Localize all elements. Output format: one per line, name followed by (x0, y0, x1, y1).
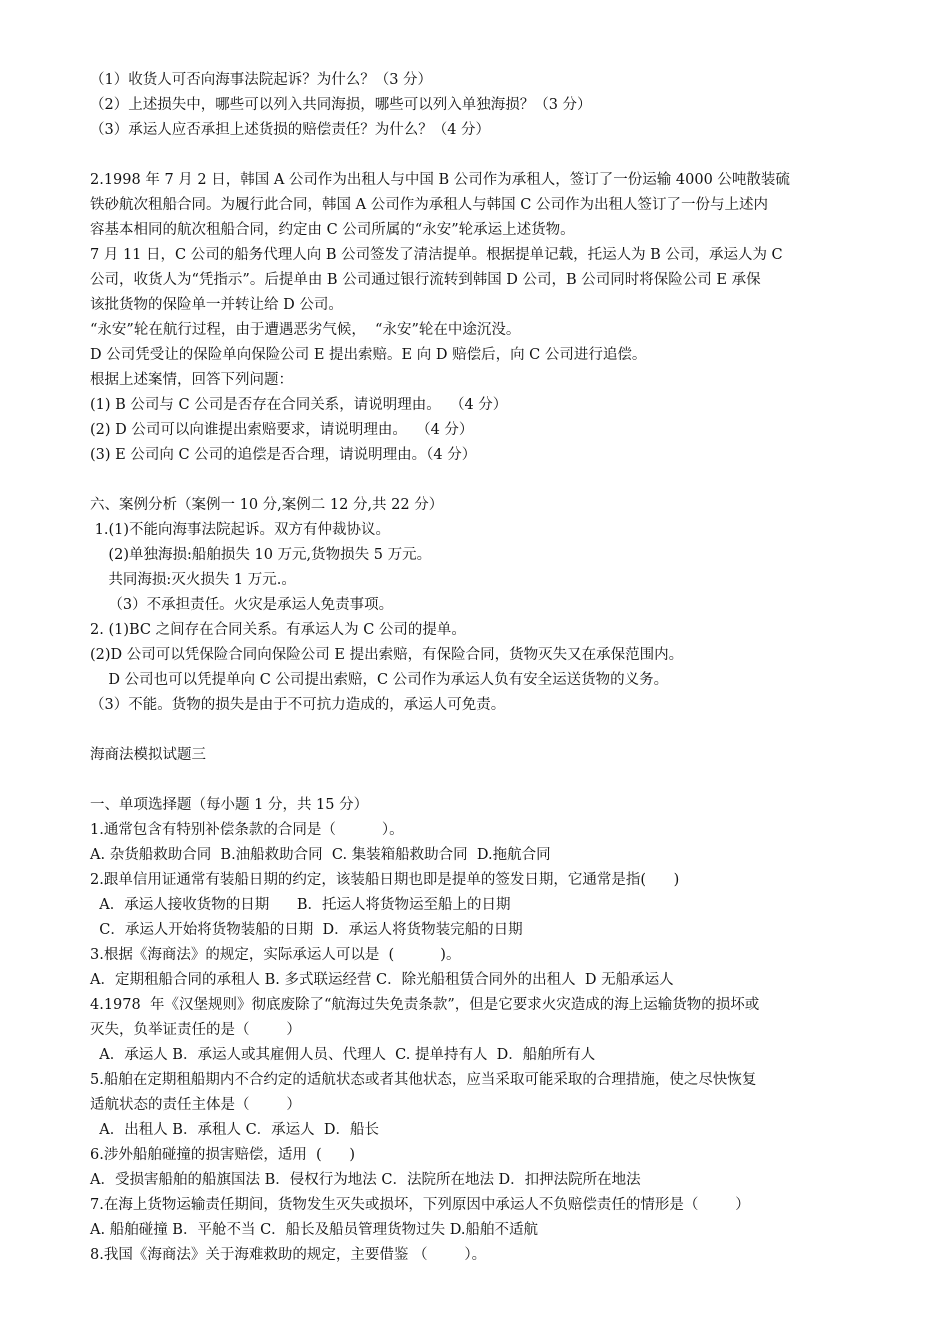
case-line: “永安”轮在航行过程，由于遭遇恶劣气候， “永安”轮在中途沉没。 (90, 322, 521, 338)
case-line: 7 月 11 日，C 公司的船务代理人向 B 公司签发了清洁提单。根据提单记载，托运人为 B 公司，承运人为 C (90, 247, 783, 263)
exam-line: 1.通常包含有特别补偿条款的合同是（ ）。 (90, 822, 404, 838)
questions-part1 (90, 68, 870, 143)
question-line: （1）收货人可否向海事法院起诉？为什么？（3 分） (90, 72, 433, 88)
answer-line: 六、案例分析（案例一 10 分,案例二 12 分,共 22 分） (90, 497, 444, 513)
case-line: 根据上述案情，回答下列问题： (90, 372, 293, 388)
case-line: 容基本相同的航次租船合同，约定由 C 公司所属的“永安”轮承运上述货物。 (90, 222, 575, 238)
answer-line: D 公司也可以凭提单向 C 公司提出索赔，C 公司作为承运人负有安全运送货物的义务。 (90, 672, 669, 688)
case2-text (90, 168, 870, 468)
answer-line: (2)D 公司可以凭保险合同向保险公司 E 提出索赔，有保险合同，货物灭失又在承保范围内。 (90, 647, 684, 663)
exam-line: 8.我国《海商法》关于海难救助的规定，主要借鉴 （ ）。 (90, 1247, 487, 1263)
case-line: (3) E 公司向 C 公司的追偿是否合理，请说明理由。（4 分） (90, 447, 477, 463)
exam-line: 7.在海上货物运输责任期间，货物发生灭失或损坏，下列原因中承运人不负赔偿责任的情形是（ ） (90, 1197, 750, 1213)
exam-line: A. 杂货船救助合同 B.油船救助合同 C. 集装箱船救助合同 D.拖航合同 (90, 847, 551, 863)
answer-line: （3）不承担责任。火灾是承运人免责事项。 (90, 597, 394, 613)
section-heading: 一、单项选择题（每小题 1 分，共 15 分） (90, 797, 369, 813)
case-line: 2.1998 年 7 月 2 日，韩国 A 公司作为出租人与中国 B 公司作为承租人，签订了一份运输 4000 公吨散装硫 (90, 172, 790, 188)
exam-line: 6.涉外船舶碰撞的损害赔偿，适用 ( ) (90, 1147, 356, 1163)
exam-line: 5.船舶在定期租船期内不合约定的适航状态或者其他状态，应当采取可能采取的合理措施，使之尽快恢复 (90, 1072, 757, 1088)
case-line: D 公司凭受让的保险单向保险公司 E 提出索赔。E 向 D 赔偿后，向 C 公司进行追偿。 (90, 347, 647, 363)
question-line: （2）上述损失中，哪些可以列入共同海损，哪些可以列入单独海损？（3 分） (90, 97, 592, 113)
answer-line: 2. (1)BC 之间存在合同关系。有承运人为 C 公司的提单。 (90, 622, 466, 638)
answer-line: 共同海损:灭火损失 1 万元.。 (90, 572, 296, 588)
case-line: 铁砂航次租船合同。为履行此合同，韩国 A 公司作为承租人与韩国 C 公司作为出租人签订了一份与上述内 (90, 197, 768, 213)
exam-line: 4.1978 年《汉堡规则》彻底废除了“航海过失免责条款”，但是它要求火灾造成的海上运输货物的损坏或 (90, 997, 760, 1013)
exam-line: A．承运人 B．承运人或其雇佣人员、代理人 C. 提单持有人 D．船舶所有人 (90, 1047, 596, 1063)
answer-line: 1.(1)不能向海事法院起诉。双方有仲裁协议。 (90, 522, 390, 538)
question-line: （3）承运人应否承担上述货损的赔偿责任？为什么？（4 分） (90, 122, 491, 138)
case-line: (1) B 公司与 C 公司是否存在合同关系，请说明理由。 （4 分） (90, 397, 508, 413)
case-line: 公司，收货人为“凭指示”。后提单由 B 公司通过银行流转到韩国 D 公司，B 公司同时将保险公司 E 承保 (90, 272, 761, 288)
exam-line: C．承运人开始将货物装船的日期 D．承运人将货物装完船的日期 (90, 922, 523, 938)
exam-line: 2.跟单信用证通常有装船日期的约定，该装船日期也即是提单的签发日期，它通常是指( ) (90, 872, 680, 888)
exam-line: 灭失，负举证责任的是（ ） (90, 1022, 301, 1038)
answers-section (90, 493, 870, 718)
case-line: 该批货物的保险单一并转让给 D 公司。 (90, 297, 343, 313)
document-page (90, 68, 870, 1268)
answer-line: （3）不能。货物的损失是由于不可抗力造成的，承运人可免责。 (90, 697, 506, 713)
exam-line: 3.根据《海商法》的规定，实际承运人可以是 ( )。 (90, 947, 461, 963)
exam-line: A．受损害船舶的船旗国法 B．侵权行为地法 C．法院所在地法 D．扣押法院所在地法 (90, 1172, 641, 1188)
answer-line: (2)单独海损:船舶损失 10 万元,货物损失 5 万元。 (90, 547, 432, 563)
exam-line: A．承运人接收货物的日期 B．托运人将货物运至船上的日期 (90, 897, 511, 913)
exam-line: A．定期租船合同的承租人 B. 多式联运经营 C．除光船租赁合同外的出租人 D 无船承运人 (90, 972, 674, 988)
exam-title: 海商法模拟试题三 (90, 747, 206, 763)
exam-line: 适航状态的责任主体是（ ） (90, 1097, 301, 1113)
exam-line: A. 船舶碰撞 B．平舱不当 C．船长及船员管理货物过失 D.船舶不适航 (90, 1222, 538, 1238)
exam-line: A．出租人 B．承租人 C．承运人 D．船长 (90, 1122, 380, 1138)
single-choice-section (90, 793, 870, 1268)
case-line: (2) D 公司可以向谁提出索赔要求，请说明理由。 （4 分） (90, 422, 474, 438)
